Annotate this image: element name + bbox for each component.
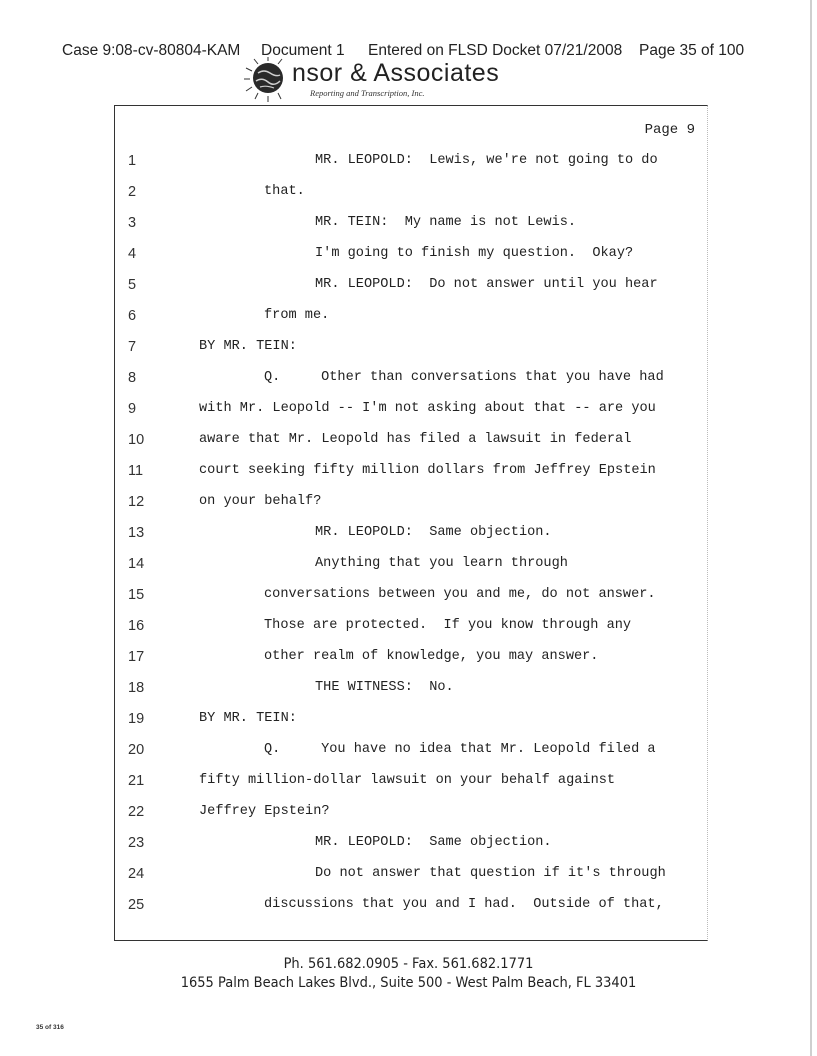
transcript-line	[115, 618, 707, 649]
line-text: I'm going to finish my question. Okay?	[315, 246, 634, 261]
line-text: MR. LEOPOLD: Do not answer until you hear	[315, 277, 658, 292]
page-edge	[810, 0, 812, 1056]
line-text: Q. You have no idea that Mr. Leopold filed a	[264, 742, 656, 757]
line-number: 15	[128, 587, 145, 603]
line-number: 14	[128, 556, 145, 572]
transcript-line	[115, 153, 707, 184]
transcript-line	[115, 215, 707, 246]
line-number: 18	[128, 680, 145, 696]
line-text: Do not answer that question if it's through	[315, 866, 666, 881]
line-number: 8	[128, 370, 137, 386]
case-number: Case 9:08-cv-80804-KAM	[62, 42, 241, 59]
line-number: 16	[128, 618, 145, 634]
transcript-line	[115, 308, 707, 339]
line-number: 24	[128, 866, 145, 882]
line-number: 17	[128, 649, 145, 665]
transcript-line	[115, 835, 707, 866]
line-number: 12	[128, 494, 145, 510]
transcript-line	[115, 494, 707, 525]
line-number: 11	[128, 463, 144, 479]
company-logo	[244, 57, 564, 103]
line-text: MR. TEIN: My name is not Lewis.	[315, 215, 577, 230]
line-number: 2	[128, 184, 137, 200]
line-text: MR. LEOPOLD: Same objection.	[315, 525, 552, 540]
line-number: 21	[128, 773, 145, 789]
line-text: BY MR. TEIN:	[199, 339, 297, 354]
document-number: Document 1	[261, 42, 345, 59]
transcript-line	[115, 525, 707, 556]
line-number: 9	[128, 401, 137, 417]
line-text: aware that Mr. Leopold has filed a lawsuit in federal	[199, 432, 632, 447]
line-text: that.	[264, 184, 305, 199]
line-number: 3	[128, 215, 137, 231]
line-text: Jeffrey Epstein?	[199, 804, 330, 819]
transcript-line	[115, 556, 707, 587]
line-number: 6	[128, 308, 137, 324]
transcript-line	[115, 804, 707, 835]
company-tagline: Reporting and Transcription, Inc.	[310, 88, 425, 98]
line-text: on your behalf?	[199, 494, 322, 509]
footer-address: 1655 Palm Beach Lakes Blvd., Suite 500 - West Palm Beach, FL 33401	[180, 975, 637, 991]
line-text: Those are protected. If you know through any	[264, 618, 632, 633]
scan-page-counter: 35 of 316	[36, 1024, 64, 1031]
line-number: 25	[128, 897, 145, 913]
transcript-line	[115, 773, 707, 804]
line-number: 13	[128, 525, 145, 541]
line-number: 5	[128, 277, 137, 293]
line-text: with Mr. Leopold -- I'm not asking about that -- are you	[199, 401, 656, 416]
transcript-line	[115, 866, 707, 897]
line-number: 19	[128, 711, 145, 727]
line-text: THE WITNESS: No.	[315, 680, 454, 695]
transcript-page	[114, 105, 708, 941]
transcript-line	[115, 742, 707, 773]
line-number: 7	[128, 339, 137, 355]
line-number: 4	[128, 246, 137, 262]
footer-phone: Ph. 561.682.0905 - Fax. 561.682.1771	[283, 956, 534, 972]
line-text: BY MR. TEIN:	[199, 711, 297, 726]
line-number: 10	[128, 432, 145, 448]
line-text: other realm of knowledge, you may answer.	[264, 649, 599, 664]
transcript-line	[115, 587, 707, 618]
company-name: nsor & Associates	[292, 59, 500, 87]
line-number: 20	[128, 742, 145, 758]
line-text: from me.	[264, 308, 330, 323]
transcript-line	[115, 277, 707, 308]
transcript-line	[115, 649, 707, 680]
transcript-line	[115, 246, 707, 277]
line-text: MR. LEOPOLD: Lewis, we're not going to do	[315, 153, 658, 168]
line-text: discussions that you and I had. Outside of that,	[264, 897, 664, 912]
transcript-line	[115, 432, 707, 463]
line-number: 22	[128, 804, 145, 820]
line-number: 1	[128, 153, 137, 169]
transcript-page-number: Page 9	[644, 122, 695, 138]
line-text: court seeking fifty million dollars from Jeffrey Epstein	[199, 463, 656, 478]
transcript-line	[115, 463, 707, 494]
line-text: conversations between you and me, do not answer.	[264, 587, 656, 602]
line-text: fifty million-dollar lawsuit on your behalf against	[199, 773, 616, 788]
transcript-line	[115, 184, 707, 215]
globe-logo-icon	[244, 57, 296, 103]
line-text: Anything that you learn through	[315, 556, 568, 571]
line-text: MR. LEOPOLD: Same objection.	[315, 835, 552, 850]
transcript-line	[115, 401, 707, 432]
transcript-line	[115, 339, 707, 370]
transcript-line	[115, 711, 707, 742]
transcript-line	[115, 680, 707, 711]
entered-date: Entered on FLSD Docket 07/21/2008	[368, 42, 623, 59]
transcript-line	[115, 897, 707, 928]
line-number: 23	[128, 835, 145, 851]
transcript-line	[115, 370, 707, 401]
line-text: Q. Other than conversations that you have had	[264, 370, 664, 385]
page-count: Page 35 of 100	[639, 42, 745, 59]
